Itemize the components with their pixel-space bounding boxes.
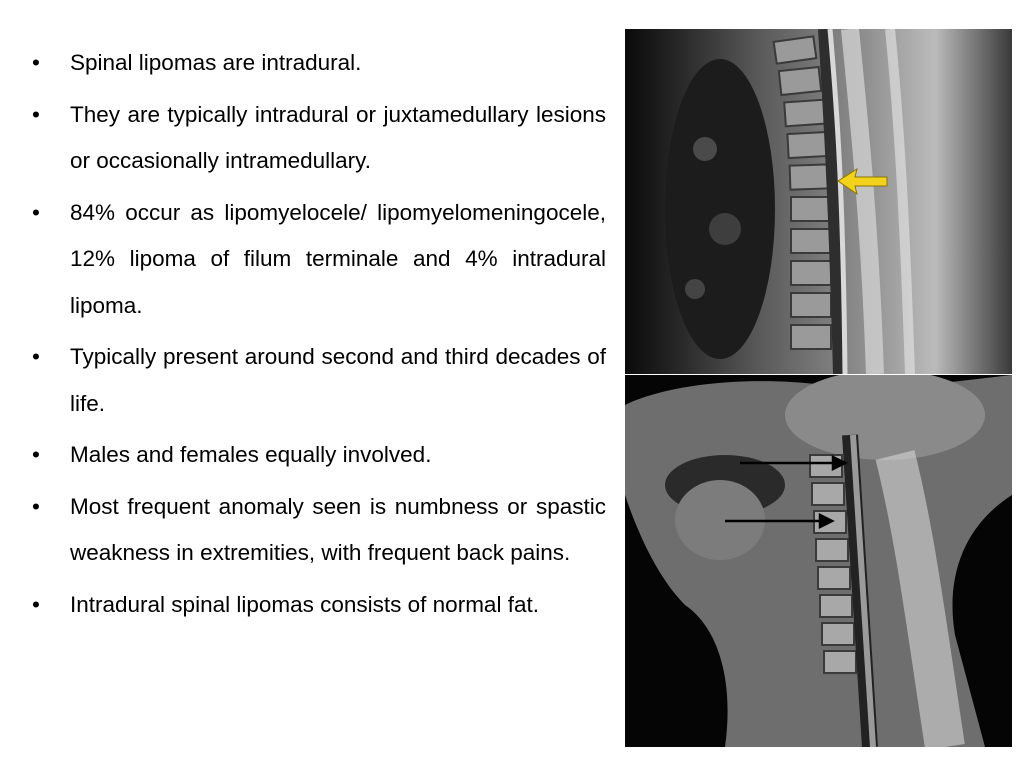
bullet-list [26, 40, 606, 633]
bullet-item [26, 92, 606, 185]
bullet-dot: • [32, 493, 40, 519]
bullet-text: Typically present around second and third decades of life. [70, 344, 606, 416]
mri-thoracic-drawing [625, 29, 1012, 374]
bullet-text: Spinal lipomas are intradural. [70, 50, 362, 75]
bullet-item [26, 40, 606, 87]
bullet-text: Most frequent anomaly seen is numbness or spastic weakness in extremities, with frequent back pains. [70, 493, 606, 565]
mri-thoracic-image [625, 29, 1012, 374]
bullet-dot: • [32, 442, 40, 467]
bullet-text: Males and females equally involved. [70, 442, 432, 467]
bullet-dot: • [32, 199, 40, 225]
bullet-text: They are typically intradural or juxtamedullary lesions or occasionally intramedullary. [70, 101, 606, 173]
mri-cervical-drawing [625, 375, 1012, 747]
bullet-item [26, 190, 606, 330]
bullet-item [26, 484, 606, 577]
bullet-dot: • [32, 101, 40, 127]
bullet-dot: • [32, 50, 40, 75]
bullet-item [26, 582, 606, 629]
bullet-text: Intradural spinal lipomas consists of normal fat. [70, 591, 539, 617]
bullet-item [26, 432, 606, 479]
bullet-text: 84% occur as lipomyelocele/ lipomyelomeningocele, 12% lipoma of filum terminale and 4% intradural lipoma. [70, 199, 606, 318]
mri-cervical-image [625, 375, 1012, 747]
bullet-dot: • [32, 344, 40, 369]
bullet-item [26, 334, 606, 427]
bullet-dot: • [32, 591, 40, 617]
